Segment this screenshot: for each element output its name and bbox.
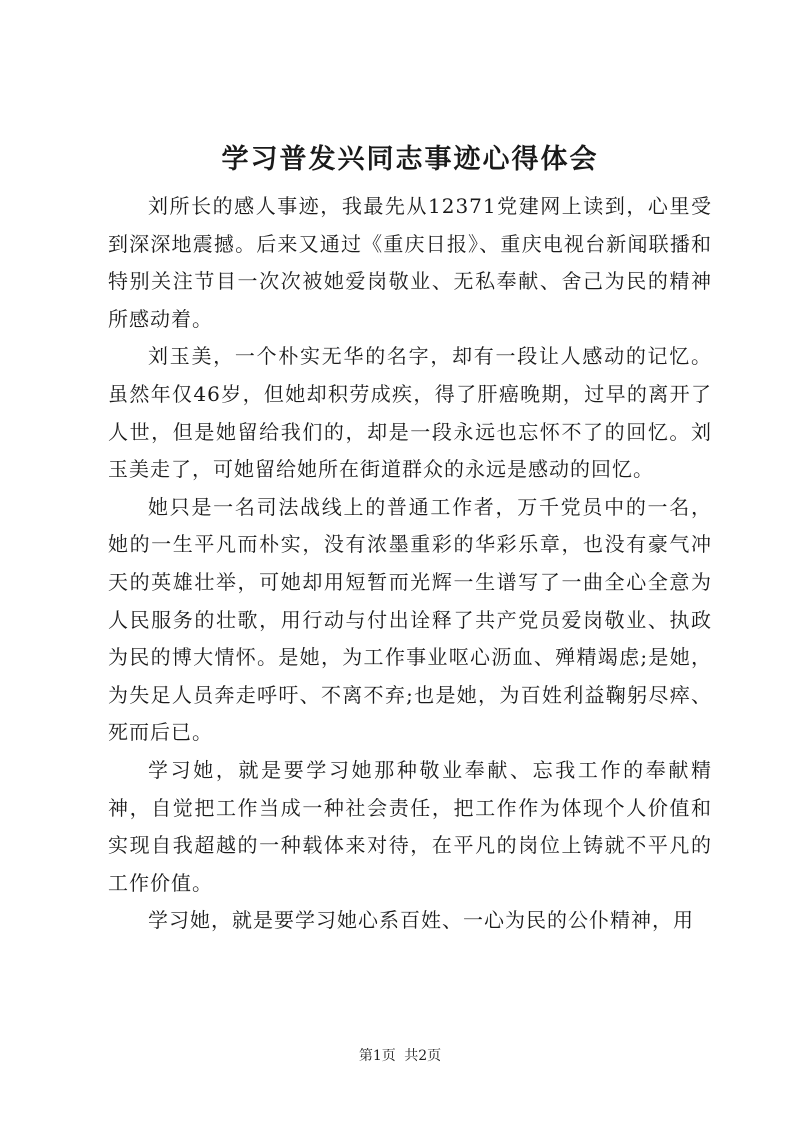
paragraph: 学习她，就是要学习她心系百姓、一心为民的公仆精神，用 xyxy=(148,908,694,933)
document-page xyxy=(108,140,712,940)
paragraph: 她只是一名司法战线上的普通工作者，万千党员中的一名，她的一生平凡而朴实，没有浓墨重彩的华彩乐章，也没有豪气冲天的英雄壮举，可她却用短暂而光辉一生谱写了一曲全心全意为人民服务的壮歌，用行动与付出诠释了共产党员爱岗敬业、执政为民的博大情怀。是她，为工作事业呕心沥血、殚精竭虑;是她，为失足人员奔走呼吁、不离不弃;也是她，为百姓利益鞠躬尽瘁、死而后已。 xyxy=(108,494,712,745)
paragraph: 刘所长的感人事迹，我最先从12371党建网上读到，心里受到深深地震撼。后来又通过《重庆日报》、重庆电视台新闻联播和特别关注节目一次次被她爱岗敬业、无私奉献、舍己为民的精神所感动着。 xyxy=(108,194,712,331)
document-title: 学习普发兴同志事迹心得体会 xyxy=(221,144,599,175)
page-number: 第1页 xyxy=(358,1048,396,1064)
page-total: 共2页 xyxy=(404,1048,442,1064)
page-footer xyxy=(0,1045,800,1065)
paragraph: 学习她，就是要学习她那种敬业奉献、忘我工作的奉献精神，自觉把工作当成一种社会责任，把工作作为体现个人价值和实现自我超越的一种载体来对待，在平凡的岗位上铸就不平凡的工作价值。 xyxy=(108,757,712,895)
paragraph: 刘玉美，一个朴实无华的名字，却有一段让人感动的记忆。虽然年仅46岁，但她却积劳成疾，得了肝癌晚期，过早的离开了人世，但是她留给我们的，却是一段永远也忘怀不了的回忆。刘玉美走了，可她留给她所在街道群众的永远是感动的回忆。 xyxy=(108,344,712,482)
